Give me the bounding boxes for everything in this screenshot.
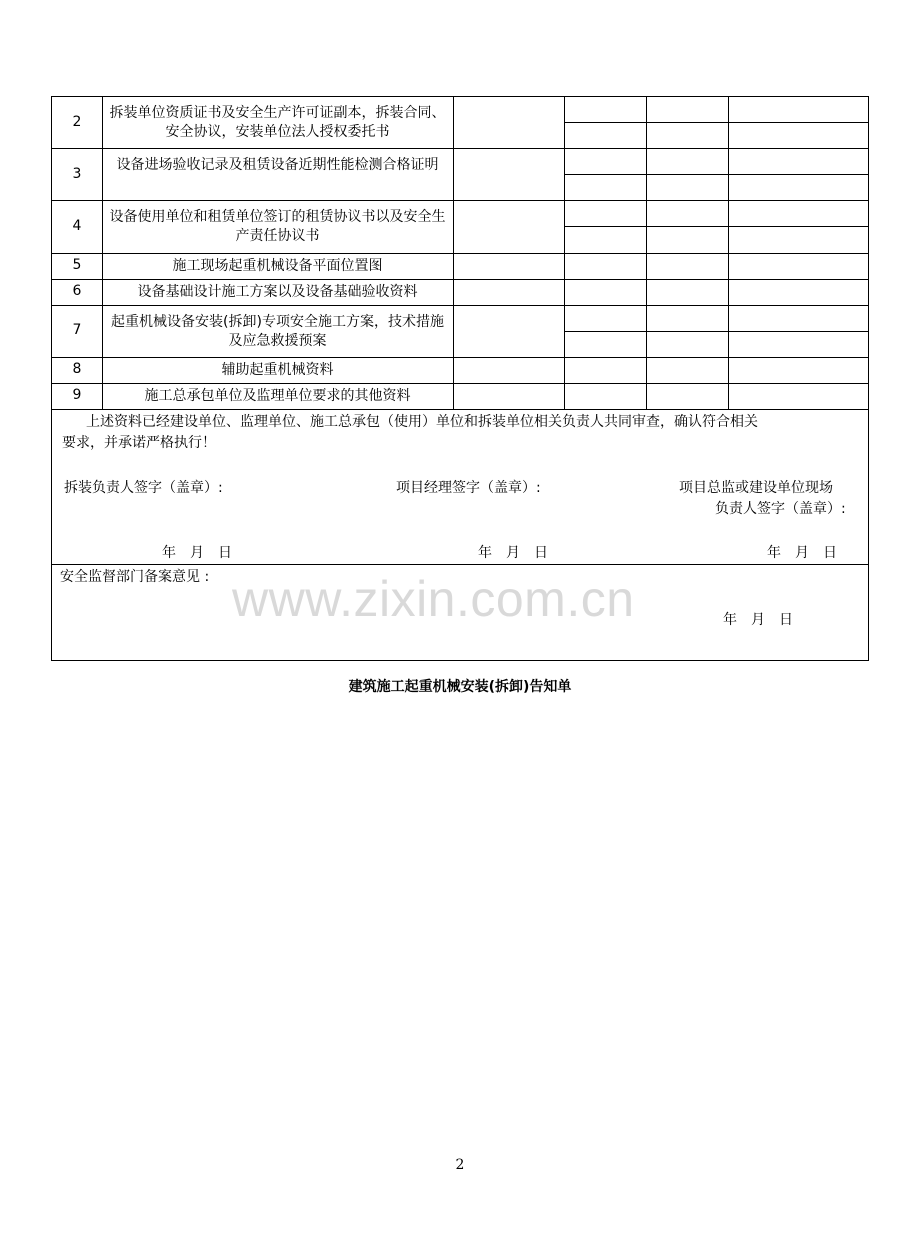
watermark: www.zixin.com.cn xyxy=(232,571,635,627)
subrow-divider xyxy=(564,226,869,227)
supervisor-signature-label-2: 负责人签字（盖章）: xyxy=(715,501,846,517)
row-description: 设备进场验收记录及租赁设备近期性能检测合格证明 xyxy=(116,157,439,173)
row-number: 9 xyxy=(72,387,82,403)
installer-date: 年 月 日 xyxy=(162,545,232,561)
row-divider xyxy=(51,279,869,280)
table-border-bottom xyxy=(51,660,869,661)
row-divider xyxy=(51,305,869,306)
supervisor-signature-label-1: 项目总监或建设单位现场 xyxy=(679,480,833,496)
filing-opinion-label: 安全监督部门备案意见 : xyxy=(60,569,210,585)
confirmation-text-line2: 要求，并承诺严格执行！ xyxy=(62,435,216,451)
row-description: 施工总承包单位及监理单位要求的其他资料 xyxy=(144,388,411,404)
row-number: 8 xyxy=(72,361,82,377)
filing-date: 年 月 日 xyxy=(723,612,793,628)
row-description: 起重机械设备安装(拆卸)专项安全施工方案，技术措施及应急救援预案 xyxy=(111,314,444,349)
manager-date: 年 月 日 xyxy=(478,545,548,561)
row-divider xyxy=(51,383,869,384)
table-border-right xyxy=(868,96,869,661)
supervisor-date: 年 月 日 xyxy=(767,545,837,561)
page-number: 2 xyxy=(455,1157,465,1173)
row-number: 4 xyxy=(72,218,82,234)
row-description: 辅助起重机械资料 xyxy=(221,362,334,378)
installer-signature-label: 拆装负责人签字（盖章）: xyxy=(64,480,223,496)
document-title: 建筑施工起重机械安装(拆卸)告知单 xyxy=(348,679,572,695)
subrow-divider xyxy=(564,122,869,123)
row-description: 拆装单位资质证书及安全生产许可证副本，拆装合同、安全协议，安装单位法人授权委托书 xyxy=(109,105,446,140)
table-border-top xyxy=(51,96,869,97)
row-number: 6 xyxy=(72,283,82,299)
confirmation-text-line1: 上述资料已经建设单位、监理单位、施工总承包（使用）单位和拆装单位相关负责人共同审查，确认符合相关 xyxy=(86,414,758,430)
row-number: 7 xyxy=(72,322,82,338)
row-divider xyxy=(51,253,869,254)
row-number: 5 xyxy=(72,257,82,273)
row-divider xyxy=(51,200,869,201)
row-divider xyxy=(51,409,869,410)
row-description: 设备使用单位和租赁单位签订的租赁协议书以及安全生产责任协议书 xyxy=(109,209,446,244)
subrow-divider xyxy=(564,331,869,332)
row-number: 3 xyxy=(72,166,82,182)
row-divider xyxy=(51,148,869,149)
row-number: 2 xyxy=(72,114,82,130)
row-divider xyxy=(51,357,869,358)
row-description: 施工现场起重机械设备平面位置图 xyxy=(172,258,383,274)
row-divider xyxy=(51,564,869,565)
row-description: 设备基础设计施工方案以及设备基础验收资料 xyxy=(137,284,418,300)
manager-signature-label: 项目经理签字（盖章）: xyxy=(396,480,541,496)
subrow-divider xyxy=(564,174,869,175)
